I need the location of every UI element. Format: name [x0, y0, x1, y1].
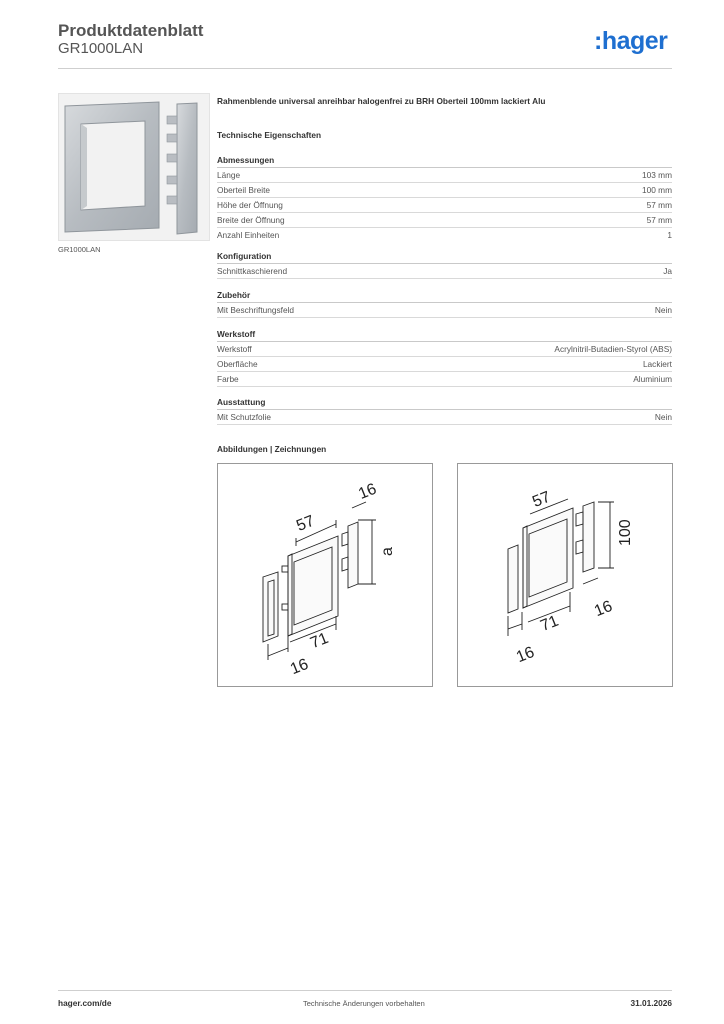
product-description: Rahmenblende universal anreihbar halogenfrei zu BRH Oberteil 100mm lackiert Alu — [217, 96, 546, 106]
product-photo — [58, 93, 210, 241]
section-title: Abmessungen — [217, 154, 672, 168]
section-title: Konfiguration — [217, 250, 672, 264]
dim-side-label: 16 — [287, 655, 311, 679]
section-equipment — [217, 396, 672, 425]
dimension-drawing-left — [217, 463, 433, 687]
dim-depth-label: 71 — [538, 612, 561, 636]
header-divider — [58, 68, 672, 69]
dim-depth-label: 71 — [307, 629, 331, 653]
spec-content — [217, 96, 672, 422]
section-title: Ausstattung — [217, 396, 672, 410]
section-dimensions — [217, 154, 672, 242]
footer-divider — [58, 990, 672, 991]
section-title: Werkstoff — [217, 328, 672, 342]
dim-height-label: 100 — [617, 519, 634, 546]
spec-row: Werkstoff Acrylnitril-Butadien-Styrol (ABS) — [217, 342, 672, 357]
section-accessories — [217, 289, 672, 318]
tech-properties-title: Technische Eigenschaften — [217, 130, 322, 140]
dim-side-left-label: 16 — [513, 643, 537, 667]
spec-row: Höhe der Öffnung 57 mm — [217, 198, 672, 213]
spec-row: Oberfläche Lackiert — [217, 357, 672, 372]
section-material — [217, 328, 672, 387]
dim-side-right-label: 16 — [591, 597, 615, 621]
hager-logo: :hager — [594, 27, 668, 55]
section-configuration — [217, 250, 672, 279]
spec-row: Breite der Öffnung 57 mm — [217, 213, 672, 228]
dim-width-label: 57 — [530, 488, 553, 512]
spec-row: Farbe Aluminium — [217, 372, 672, 387]
section-title: Zubehör — [217, 289, 672, 303]
footer-note: Technische Änderungen vorbehalten — [303, 999, 425, 1008]
page-title: Produktdatenblatt — [58, 21, 204, 40]
drawings-title: Abbildungen | Zeichnungen — [217, 444, 327, 454]
spec-row: Länge 103 mm — [217, 168, 672, 183]
spec-row: Mit Schutzfolie Nein — [217, 410, 672, 425]
dim-height-label: a — [379, 547, 396, 556]
footer-website-link[interactable]: hager.com/de — [58, 998, 112, 1008]
spec-row: Mit Beschriftungsfeld Nein — [217, 303, 672, 318]
dim-top-label: 16 — [356, 480, 379, 504]
dimension-drawing-right — [457, 463, 673, 687]
product-code: GR1000LAN — [58, 40, 144, 57]
footer-date: 31.01.2026 — [630, 998, 672, 1008]
spec-row: Schnittkaschierend Ja — [217, 264, 672, 279]
dim-width-label: 57 — [294, 512, 317, 536]
photo-caption: GR1000LAN — [58, 245, 101, 254]
spec-row: Oberteil Breite 100 mm — [217, 183, 672, 198]
spec-row: Anzahl Einheiten 1 — [217, 230, 672, 240]
